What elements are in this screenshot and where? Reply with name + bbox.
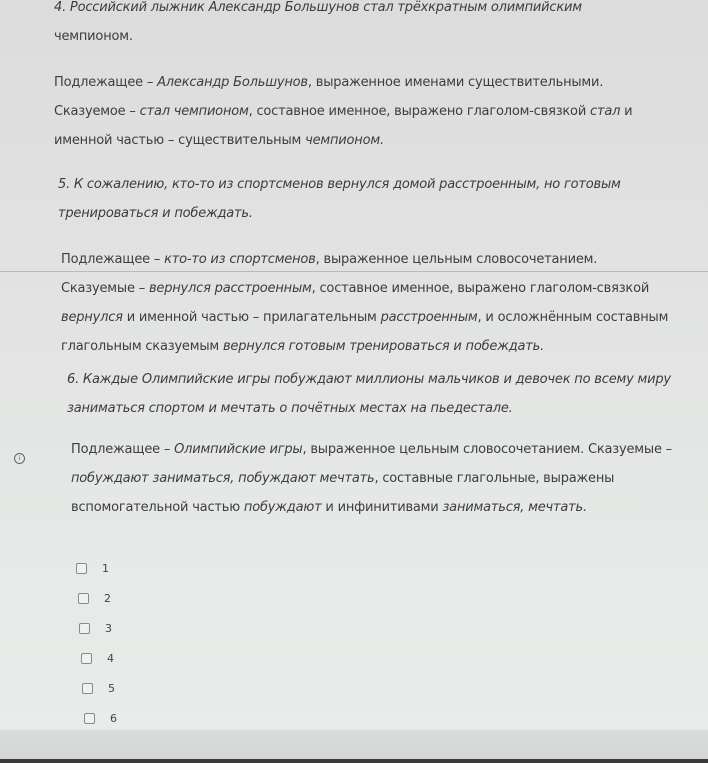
answer-line: [71, 493, 672, 522]
option-2[interactable]: [78, 583, 117, 613]
answer-line: [54, 97, 632, 126]
italic-term: побуждают заниматься, побуждают мечтать: [71, 471, 375, 486]
question-line: заниматься спортом и мечтать о почётных местах на пьедестале.: [67, 401, 513, 416]
option-label: 5: [108, 681, 115, 695]
answer-6: [71, 435, 672, 522]
question-line: 6. Каждые Олимпийские игры побуждают миллионы мальчиков и девочек по всему миру: [67, 372, 671, 387]
answer-5: [61, 245, 668, 361]
italic-term: стал чемпионом: [139, 104, 249, 119]
italic-term: Александр Большунов: [157, 75, 308, 90]
question-line: чемпионом.: [54, 29, 133, 44]
italic-term: заниматься, мечтать.: [442, 500, 587, 515]
info-circle-icon[interactable]: i: [14, 453, 25, 464]
option-3[interactable]: [79, 613, 117, 643]
answer-line: [61, 332, 668, 361]
text-run: и инфинитивами: [321, 500, 443, 515]
text-run: Подлежащее –: [61, 252, 165, 267]
option-4[interactable]: [81, 643, 117, 673]
question-5: [58, 170, 621, 228]
checkbox[interactable]: [84, 713, 95, 724]
checkbox[interactable]: [79, 623, 90, 634]
text-run: , выраженное цельным словосочетанием. Сказуемые –: [302, 442, 672, 457]
option-6[interactable]: [84, 703, 117, 733]
text-run: , выраженное именами существительными.: [307, 75, 604, 90]
text-run: , составные глагольные, выражены: [374, 471, 615, 486]
option-label: 4: [107, 651, 114, 665]
checkbox[interactable]: [78, 593, 89, 604]
checkbox[interactable]: [81, 653, 92, 664]
italic-term: побуждают: [243, 500, 322, 515]
italic-term: вернулся расстроенным: [148, 281, 312, 296]
question-line: тренироваться и побеждать.: [58, 206, 253, 221]
checkbox[interactable]: [82, 683, 93, 694]
text-run: и именной частью – прилагательным: [122, 310, 381, 325]
answer-line: [71, 464, 672, 493]
checkbox[interactable]: [76, 563, 87, 574]
option-label: 6: [110, 711, 117, 725]
answer-line: [61, 245, 668, 274]
answer-4: [54, 68, 632, 155]
divider: [0, 271, 708, 272]
text-run: , и осложнённым составным: [477, 310, 669, 325]
text-run: Подлежащее –: [54, 75, 158, 90]
option-label: 2: [104, 591, 111, 605]
text-run: , выраженное цельным словосочетанием.: [315, 252, 598, 267]
answer-line: [71, 435, 672, 464]
answer-line: [61, 303, 668, 332]
question-6: [67, 365, 671, 423]
answer-line: [61, 274, 668, 303]
screen-bezel: [0, 759, 708, 763]
option-5[interactable]: [82, 673, 117, 703]
text-run: глагольным сказуемым: [61, 339, 223, 354]
question-line: 5. К сожалению, кто-то из спортсменов вернулся домой расстроенным, но готовым: [58, 177, 621, 192]
question-line: 4. Российский лыжник Александр Большунов стал трёхкратным олимпийским: [54, 0, 582, 15]
text-run: Сказуемые –: [61, 281, 149, 296]
text-run: , составное именное, выражено глаголом-связкой: [311, 281, 650, 296]
italic-term: кто-то из спортсменов: [164, 252, 316, 267]
italic-term: вернулся готовым тренироваться и побеждать.: [222, 339, 545, 354]
text-run: Сказуемое –: [54, 104, 140, 119]
answer-options: [76, 553, 117, 733]
answer-line: [54, 126, 632, 155]
italic-term: расстроенным: [380, 310, 478, 325]
text-run: и: [620, 104, 633, 119]
question-4: [54, 0, 582, 51]
answer-line: [54, 68, 632, 97]
text-run: , составное именное, выражено глаголом-связкой: [248, 104, 590, 119]
option-1[interactable]: [76, 553, 117, 583]
italic-term: стал: [590, 104, 621, 119]
text-run: вспомогательной частью: [71, 500, 244, 515]
option-label: 3: [105, 621, 112, 635]
text-run: Подлежащее –: [71, 442, 175, 457]
italic-term: Олимпийские игры: [174, 442, 303, 457]
italic-term: вернулся: [61, 310, 123, 325]
text-run: именной частью – существительным: [54, 133, 306, 148]
italic-term: чемпионом.: [305, 133, 384, 148]
option-label: 1: [102, 561, 109, 575]
